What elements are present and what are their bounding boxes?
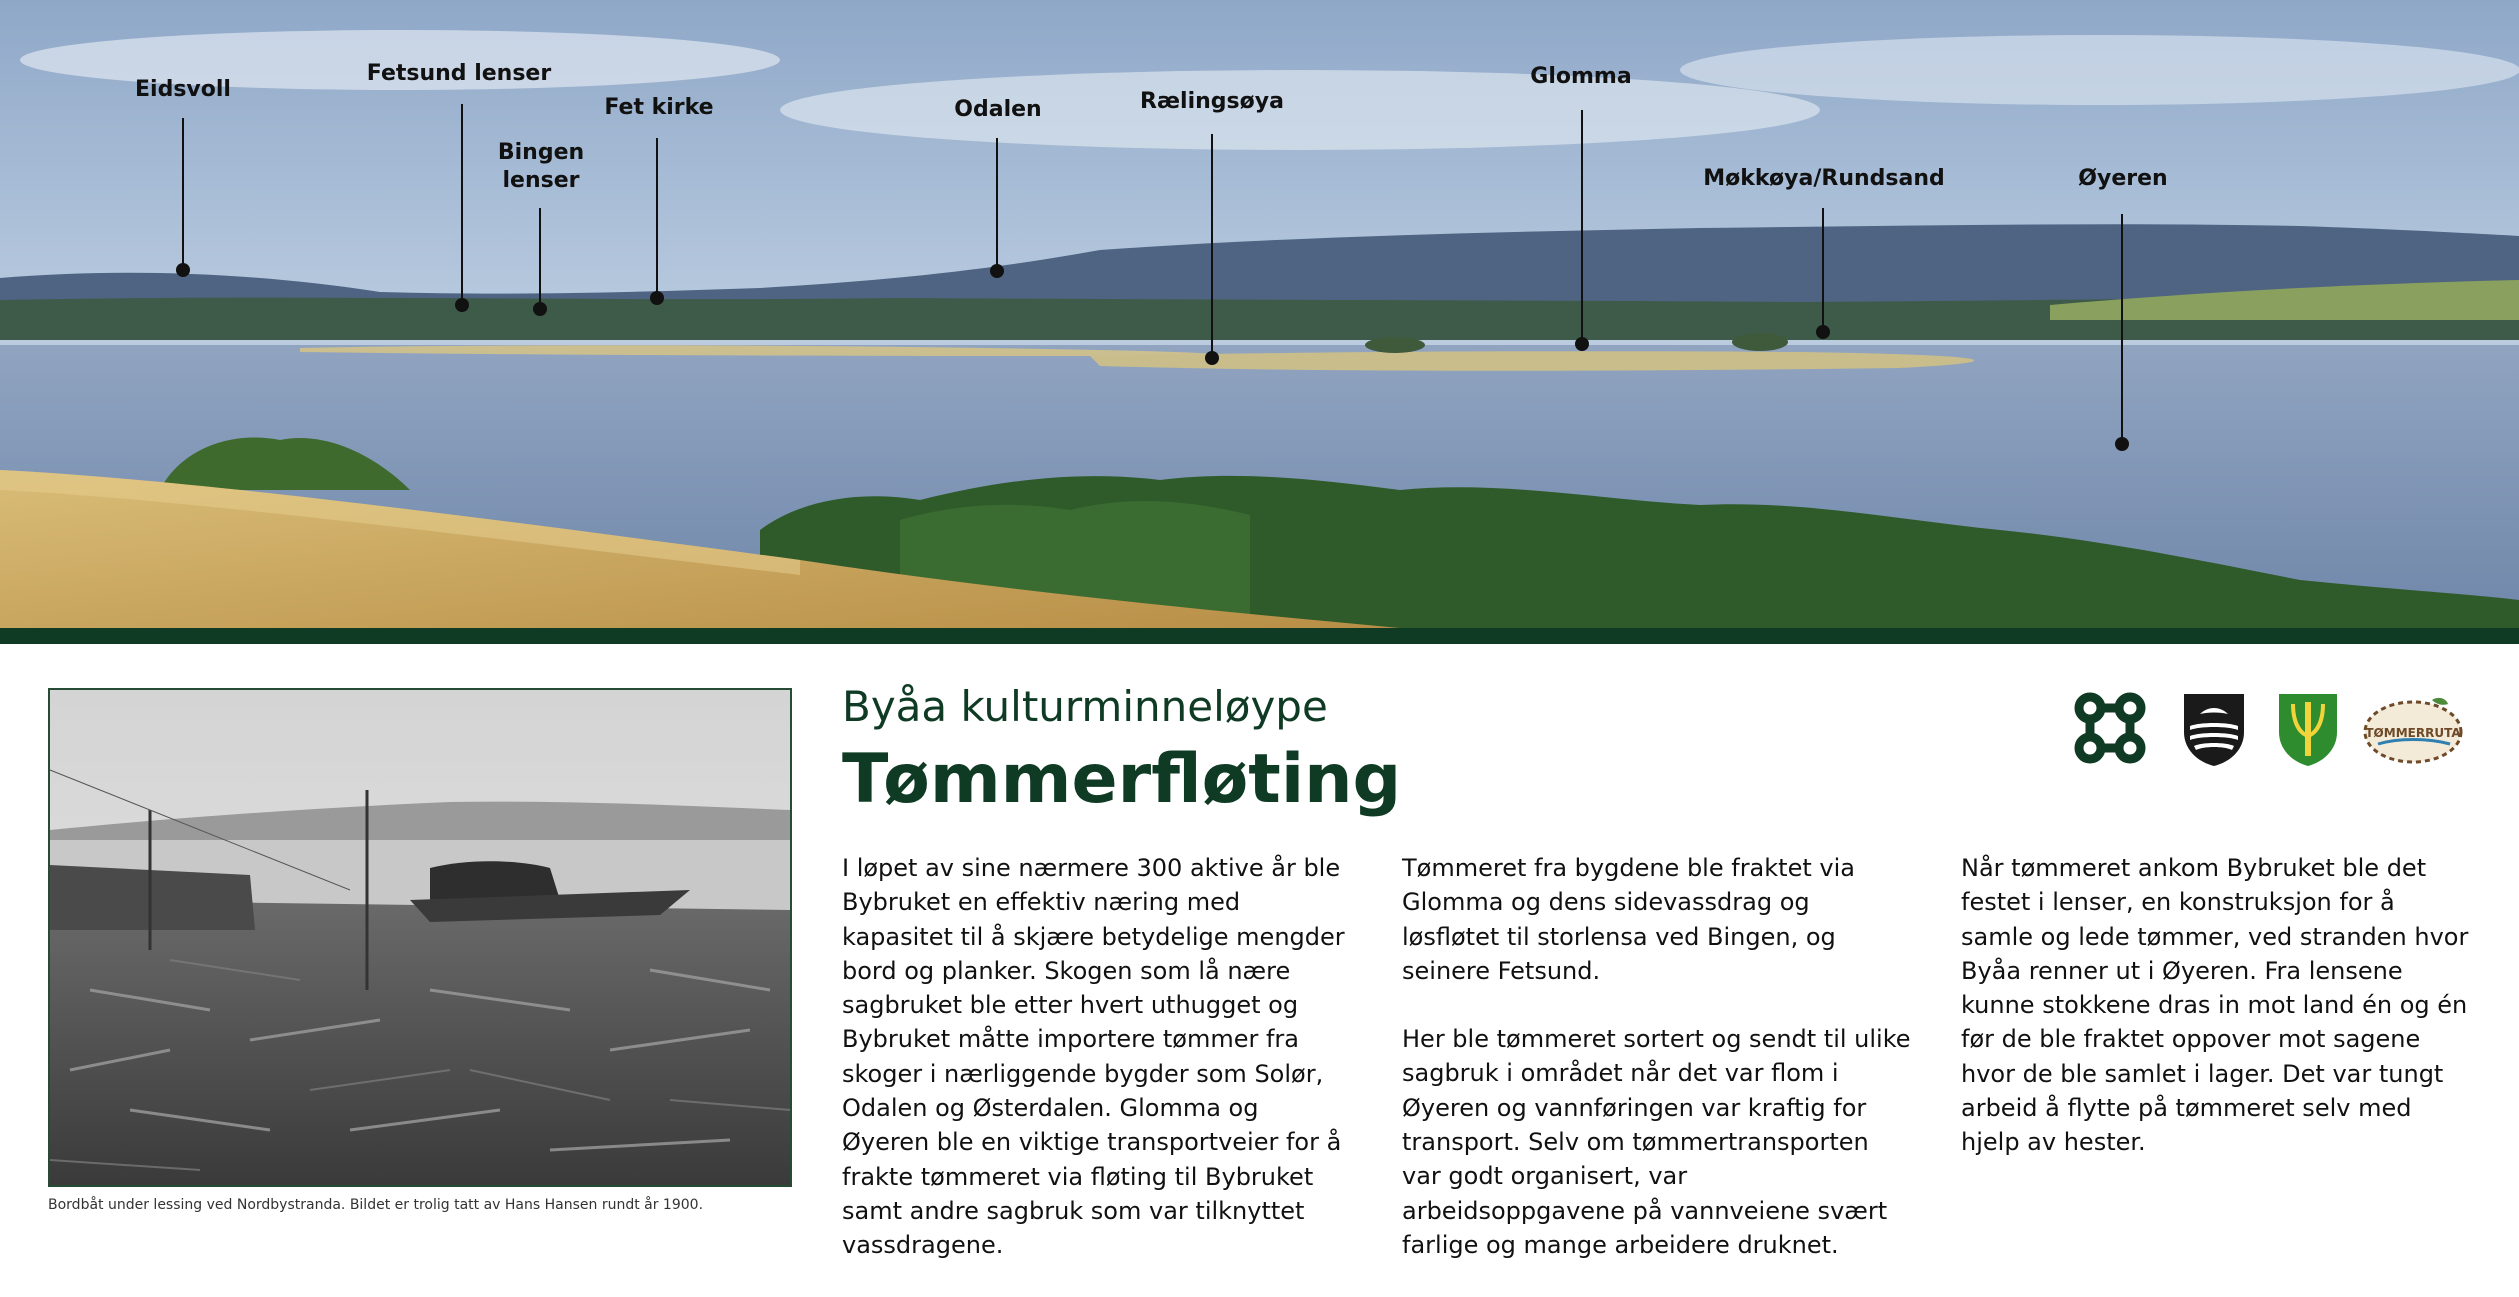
municipal-coat-of-arms-green-icon xyxy=(2277,692,2339,768)
pin-label-ralingsoya: Rælingsøya xyxy=(1140,89,1284,114)
pin-line-ralingsoya xyxy=(1211,134,1213,358)
paragraph: I løpet av sine nærmere 300 aktive år ble Bybruket en effektiv næring med kapasitet til å skjære betydelige mengder bord og planker. Skogen som lå nære sagbruket ble etter hvert uthugget og Bybruket måtte importere tømmer fra skoger i nærliggende bygder som Solør, Odalen og Østerdalen. Glomma og Øyeren ble en viktige transportveier for å frakte tømmeret via fløting til Bybruket samt andre sagbruk som var tilknyttet vassdragene. xyxy=(842,854,1345,1260)
pin-line-odalen xyxy=(996,138,998,271)
pin-label-oyeren: Øyeren xyxy=(2078,166,2168,191)
paragraph: Tømmeret fra bygdene ble fraktet via Glomma og dens sidevassdrag og løsfløtet til storlensa ved Bingen, og seinere Fetsund. xyxy=(1402,854,1855,985)
pin-label-odalen: Odalen xyxy=(954,97,1042,122)
pin-label-bingen-lenser: Bingen lenser xyxy=(497,140,585,193)
pin-dot-ralingsoya xyxy=(1205,351,1219,365)
photo-caption: Bordbåt under lessing ved Nordbystranda. Bildet er trolig tatt av Hans Hansen rundt år 1900. xyxy=(48,1197,704,1213)
panorama-photo xyxy=(0,0,2519,628)
pin-label-eidsvoll: Eidsvoll xyxy=(135,77,231,102)
pin-line-oyeren xyxy=(2121,214,2123,444)
paragraph: Her ble tømmeret sortert og sendt til ulike sagbruk i området når det var flom i Øyeren og vannføringen var kraftig for transport. Selv om tømmertransporten var godt organisert, var arbeidsoppgavene på vannveiene svært farlige og mange arbeidere druknet. xyxy=(1402,1025,1911,1259)
page-title: Tømmerfløting xyxy=(842,740,1402,819)
pin-line-fetsund-lenser xyxy=(461,104,463,305)
pin-dot-oyeren xyxy=(2115,437,2129,451)
pin-label-glomma: Glomma xyxy=(1530,64,1632,89)
text-column-3 xyxy=(1961,851,2471,1194)
pin-label-fetsund-lenser: Fetsund lenser xyxy=(366,61,552,86)
pin-line-fet-kirke xyxy=(656,138,658,298)
text-column-2 xyxy=(1402,851,1912,1296)
pin-dot-fetsund-lenser xyxy=(455,298,469,312)
supertitle: Byåa kulturminneløype xyxy=(842,682,1328,731)
pin-dot-odalen xyxy=(990,264,1004,278)
pin-line-bingen-lenser xyxy=(539,208,541,309)
pin-line-glomma xyxy=(1581,110,1583,344)
pin-dot-fet-kirke xyxy=(650,291,664,305)
historic-photo-image xyxy=(50,690,790,1185)
pin-dot-mokkoya xyxy=(1816,325,1830,339)
paragraph: Når tømmeret ankom Bybruket ble det festet i lenser, en konstruksjon for å samle og lede tømmer, ved stranden hvor Byåa renner ut i Øyeren. Fra lensene kunne stokkene dras in mot land én og én før de ble fraktet oppover mot sagene hvor de ble samlet i lager. Det var tungt arbeid å flytte på tømmeret selv med hjelp av hester. xyxy=(1961,854,2469,1157)
historic-photo xyxy=(48,688,792,1187)
municipal-coat-of-arms-black-icon xyxy=(2182,692,2246,768)
cultural-heritage-logo-icon xyxy=(2072,690,2148,766)
tommerruta-logo-text: TØMMERRUTA xyxy=(2365,726,2461,740)
pin-dot-glomma xyxy=(1575,337,1589,351)
pin-line-mokkoya xyxy=(1822,208,1824,332)
pin-dot-eidsvoll xyxy=(176,263,190,277)
tommerruta-logo-icon xyxy=(2358,694,2468,768)
pin-line-eidsvoll xyxy=(182,118,184,270)
divider-band xyxy=(0,628,2519,644)
text-column-1 xyxy=(842,851,1352,1297)
logo-row xyxy=(2068,690,2468,770)
pin-dot-bingen-lenser xyxy=(533,302,547,316)
pin-label-fet-kirke: Fet kirke xyxy=(604,95,714,120)
pin-label-mokkoya: Møkkøya/Rundsand xyxy=(1703,166,1945,191)
